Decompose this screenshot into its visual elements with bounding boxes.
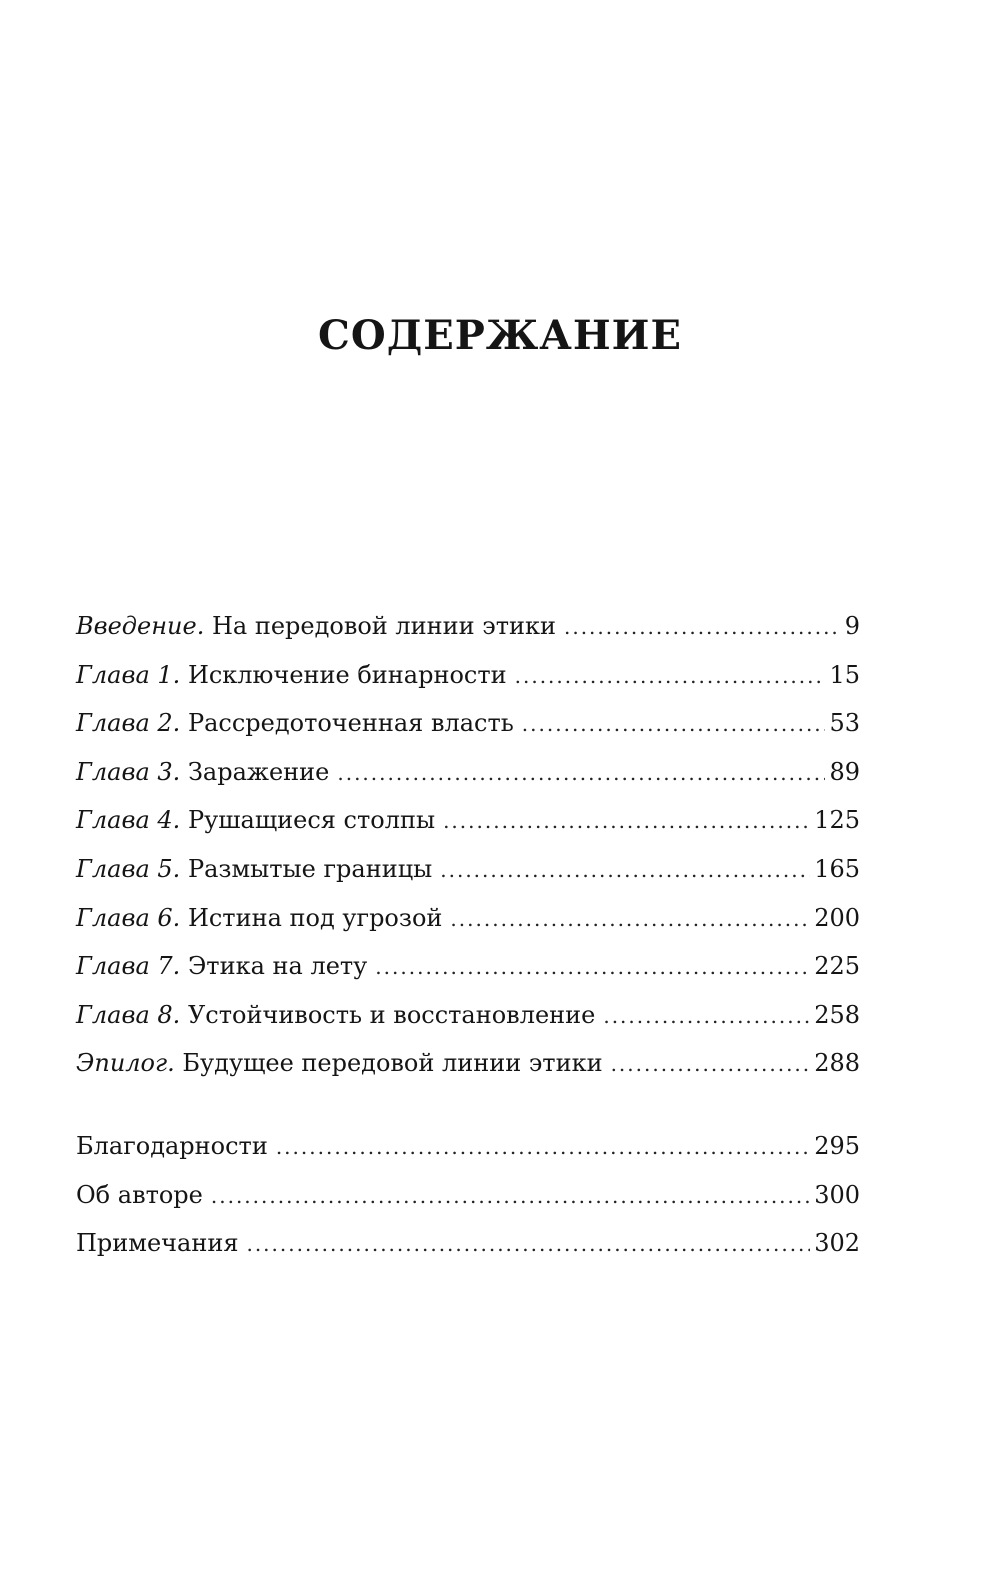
toc-entry-page-number: 225 — [814, 952, 860, 981]
toc-entry-prefix: Глава 4. — [76, 806, 181, 835]
toc-entry-chapter-8 — [76, 999, 860, 1048]
dot-leader — [337, 757, 825, 789]
toc-entry-page-number: 288 — [814, 1049, 860, 1078]
toc-entry-page-number: 9 — [844, 612, 860, 640]
toc-entry-title: Рассредоточенная власть — [187, 709, 514, 738]
toc-entry-chapter-6 — [76, 902, 860, 951]
toc-entry-chapter-1 — [76, 659, 860, 708]
toc-entry-page-number: 89 — [829, 757, 860, 786]
dot-leader — [603, 1000, 810, 1032]
dot-leader — [611, 1048, 811, 1080]
toc-entry-chapter-5 — [76, 853, 860, 902]
dot-leader — [276, 1131, 810, 1163]
dot-leader — [450, 903, 810, 935]
toc-entry-title: Устойчивость и восстановление — [187, 1000, 596, 1029]
toc-entry-page-number: 53 — [829, 709, 860, 738]
dot-leader — [211, 1180, 810, 1212]
toc-entry-prefix: Глава 6. — [76, 903, 181, 932]
toc-entry-chapter-4 — [76, 804, 860, 853]
toc-entry-epilogue — [76, 1047, 860, 1096]
toc-entry-title: Примечания — [76, 1229, 239, 1258]
toc-entry-title: На передовой линии этики — [211, 612, 556, 640]
toc-entry-chapter-2 — [76, 707, 860, 756]
toc-entry-title: Рушащиеся столпы — [187, 806, 436, 835]
toc-entry-prefix: Глава 3. — [76, 757, 181, 786]
toc-entry-title: Исключение бинарности — [187, 660, 507, 689]
toc-entry-title: Об авторе — [76, 1180, 203, 1209]
toc-entry-chapter-7 — [76, 950, 860, 999]
dot-leader — [440, 854, 810, 886]
toc-entry-title: Этика на лету — [187, 952, 368, 981]
toc-entry-prefix: Глава 8. — [76, 1000, 181, 1029]
toc-entry-about-author — [76, 1179, 860, 1228]
toc-entry-prefix: Глава 2. — [76, 709, 181, 738]
toc-entry-title: Истина под угрозой — [187, 903, 443, 932]
toc-entry-prefix: Эпилог. — [76, 1049, 175, 1078]
toc-entry-title: Благодарности — [76, 1132, 268, 1160]
dot-leader — [522, 708, 826, 740]
toc-entry-page-number: 15 — [829, 660, 860, 689]
dot-leader — [375, 951, 810, 983]
toc-entry-page-number: 165 — [814, 854, 860, 883]
toc-entry-page-number: 302 — [814, 1229, 860, 1258]
dot-leader — [564, 611, 841, 643]
toc-entry-page-number: 295 — [814, 1132, 860, 1160]
page-title: СОДЕРЖАНИЕ — [318, 312, 682, 359]
toc-entry-page-number: 125 — [814, 806, 860, 835]
dot-leader — [246, 1228, 810, 1260]
dot-leader — [443, 805, 810, 837]
toc-main-list — [76, 610, 860, 1096]
toc-entry-prefix: Глава 1. — [76, 660, 181, 689]
toc-entry-page-number: 300 — [814, 1180, 860, 1209]
toc-entry-title: Будущее передовой линии этики — [182, 1049, 603, 1078]
toc-entry-page-number: 258 — [814, 1000, 860, 1029]
toc-entry-prefix: Глава 7. — [76, 952, 181, 981]
toc-entry-chapter-3 — [76, 756, 860, 805]
toc-entry-title: Размытые границы — [187, 854, 433, 883]
toc-entry-prefix: Глава 5. — [76, 854, 181, 883]
toc-entry-notes — [76, 1227, 860, 1276]
dot-leader — [515, 660, 826, 692]
toc-entry-acknowledgements — [76, 1130, 860, 1179]
toc-entry-title: Заражение — [187, 757, 330, 786]
toc-entry-introduction — [76, 610, 860, 659]
toc-entry-page-number: 200 — [814, 903, 860, 932]
toc-entry-prefix: Введение. — [76, 612, 205, 640]
toc-back-matter-list — [76, 1130, 860, 1276]
